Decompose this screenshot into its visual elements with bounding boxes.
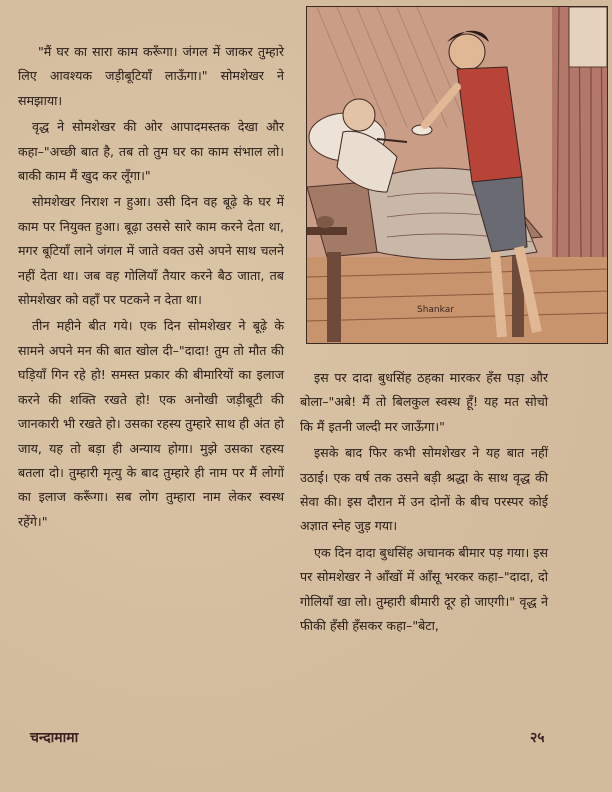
page-number: २५ <box>530 730 545 746</box>
illustration-old-man-in-bed-with-young-man-icon <box>307 7 607 343</box>
magazine-title: चन्दामामा <box>30 730 79 746</box>
story-illustration <box>306 6 608 344</box>
paragraph: तीन महीने बीत गये। एक दिन सोमशेखर ने बूढ़े के सामने अपने मन की बात खोल दी–"दादा! तुम तो मौत की घड़ियाँ गिन रहे हो! समस्त प्रकार की बीमारियों का इलाज करने की शक्ति रखते हो! एक अनोखी जड़ीबूटी की जानकारी भी रखते हो। उसका रहस्य तुम्हारे साथ ही अंत हो जाय, यह तो बड़ा ही अन्याय होगा। मुझे उसका रहस्य बतला दो। तुम्हारी मृत्यु के बाद तुम्हारे ही नाम पर मैं लोगों का इलाज करूँगा। सब लोग तुम्हारा नाम लेकर स्वस्थ रहेंगे।" <box>18 318 284 529</box>
paragraph: सोमशेखर निराश न हुआ। उसी दिन वह बूढ़े के घर में काम पर नियुक्त हुआ। बूढ़ा उससे सारे काम करने देता था, मगर बूटियाँ लाने जंगल में जाते वक्त उसे अपने साथ चलने नहीं देता था। जब वह गोलियाँ तैयार करने बैठ जाता, तब सोमशेखर को वहाँ पर पटकने न देता था। <box>18 194 284 308</box>
right-text-column <box>300 366 548 640</box>
left-text-column <box>18 40 284 536</box>
paragraph: वृद्ध ने सोमशेखर की ओर आपादमस्तक देखा और कहा–"अच्छी बात है, तब तो तुम घर का काम संभाल लो। बाकी काम मैं खुद कर लूँगा।" <box>18 119 284 184</box>
illustrator-signature: Shankar <box>417 305 454 315</box>
paragraph: इस पर दादा बुधसिंह ठहका मारकर हँस पड़ा और बोला–"अबे! मैं तो बिलकुल स्वस्थ हूँ! यह मत सोचो कि मैं इतनी जल्दी मर जाऊँगा।" <box>300 370 548 434</box>
paragraph: "मैं घर का सारा काम करूँगा। जंगल में जाकर तुम्हारे लिए आवश्यक जड़ीबूटियाँ लाऊँगा।" सोमशेखर ने समझाया। <box>18 44 284 108</box>
paragraph: एक दिन दादा बुधसिंह अचानक बीमार पड़ गया। इस पर सोमशेखर ने आँखों में आँसू भरकर कहा–"दादा, दो गोलियाँ खा लो। तुम्हारी बीमारी दूर हो जाएगी।" वृद्ध ने फीकी हँसी हँसकर कहा–"बेटा, <box>300 544 548 634</box>
paragraph: इसके बाद फिर कभी सोमशेखर ने यह बात नहीं उठाई। एक वर्ष तक उसने बड़ी श्रद्धा के साथ वृद्ध की सेवा की। इस दौरान में उन दोनों के बीच परस्पर कोई अज्ञात स्नेह जुड़ गया। <box>300 445 548 534</box>
